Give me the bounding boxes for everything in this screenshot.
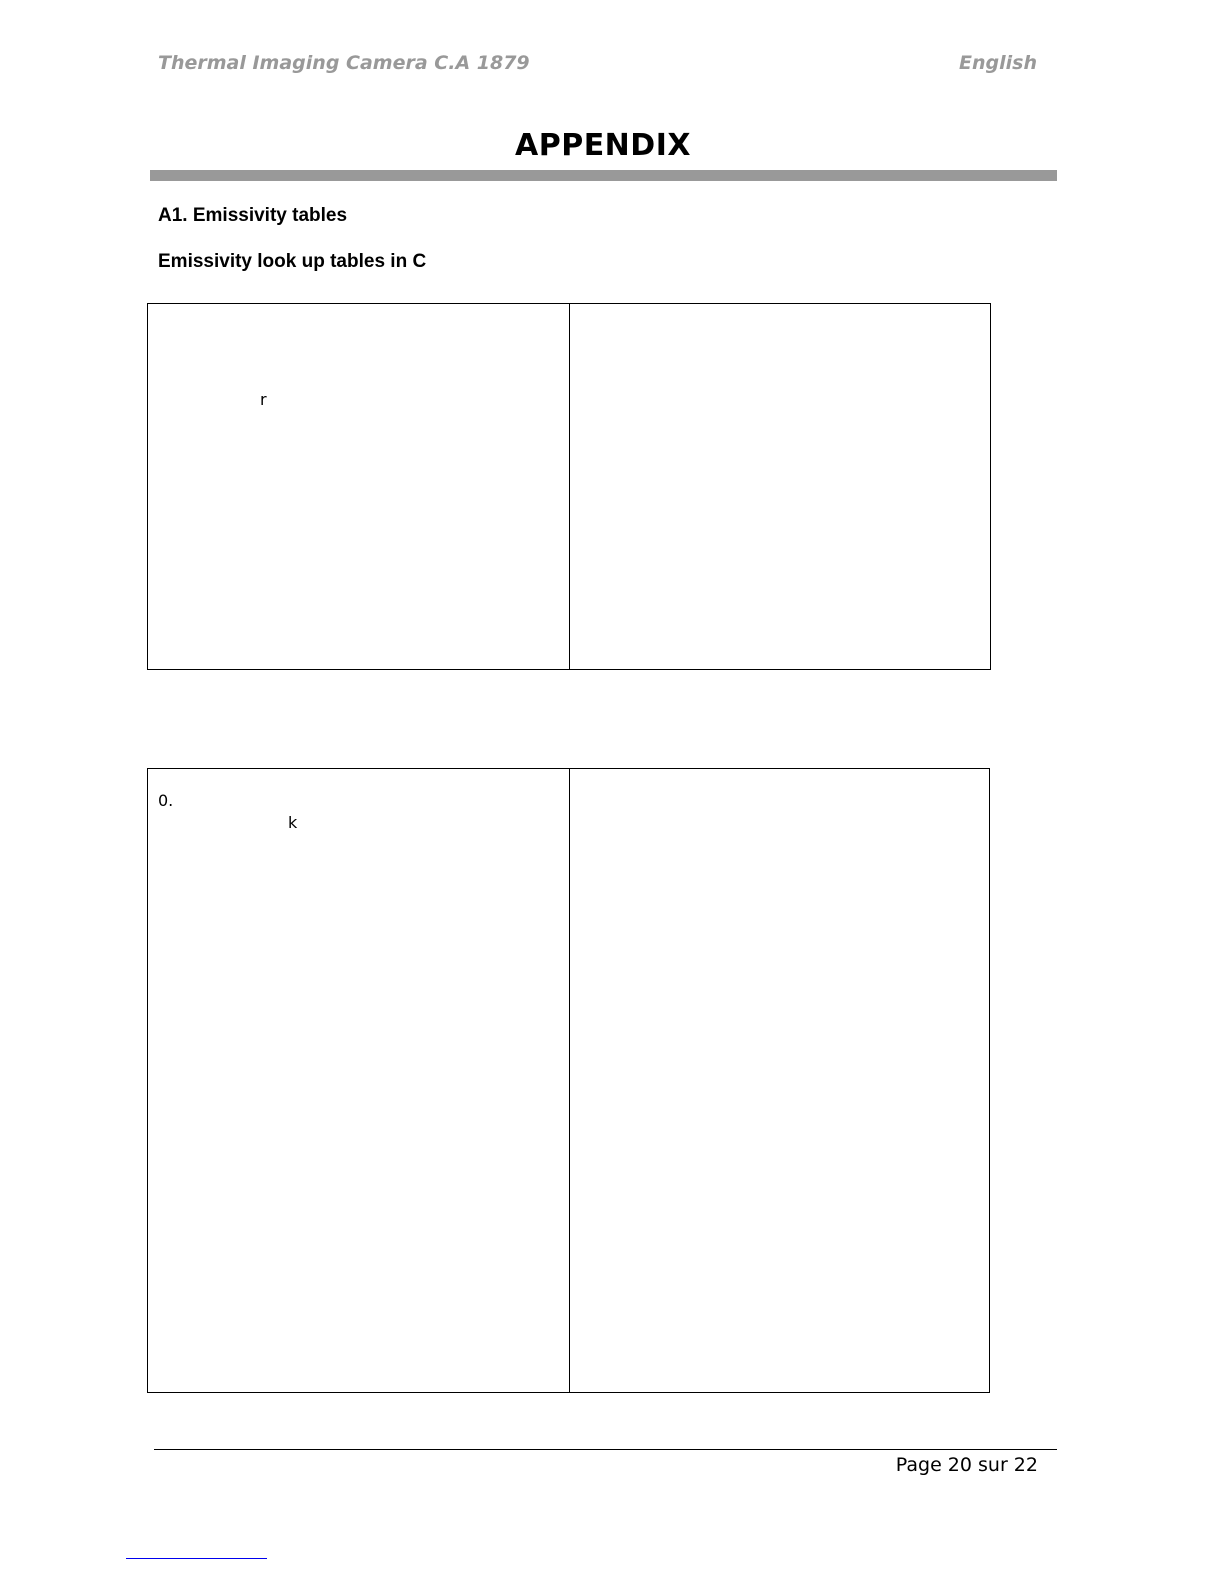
table-cell-fragment: k [288, 813, 298, 832]
document-language: English [959, 52, 1037, 74]
emissivity-table-1 [147, 303, 991, 670]
hyperlink-underline[interactable] [126, 1558, 267, 1559]
document-title: Thermal Imaging Camera C.A 1879 [158, 52, 530, 74]
running-header [158, 52, 1037, 78]
section-heading-lookup-tables: Emissivity look up tables in C [158, 251, 427, 272]
emissivity-table-2 [147, 768, 990, 1393]
footer-rule [154, 1449, 1057, 1450]
chapter-title: APPENDIX [515, 128, 691, 163]
page-number: Page 20 sur 22 [895, 1454, 1038, 1476]
table-column-divider [569, 304, 570, 669]
chapter-rule [150, 170, 1057, 181]
section-heading-emissivity-tables: A1. Emissivity tables [158, 205, 348, 226]
table-cell-fragment: 0. [158, 791, 174, 810]
table-cell-fragment: r [260, 390, 267, 409]
table-column-divider [569, 769, 570, 1392]
